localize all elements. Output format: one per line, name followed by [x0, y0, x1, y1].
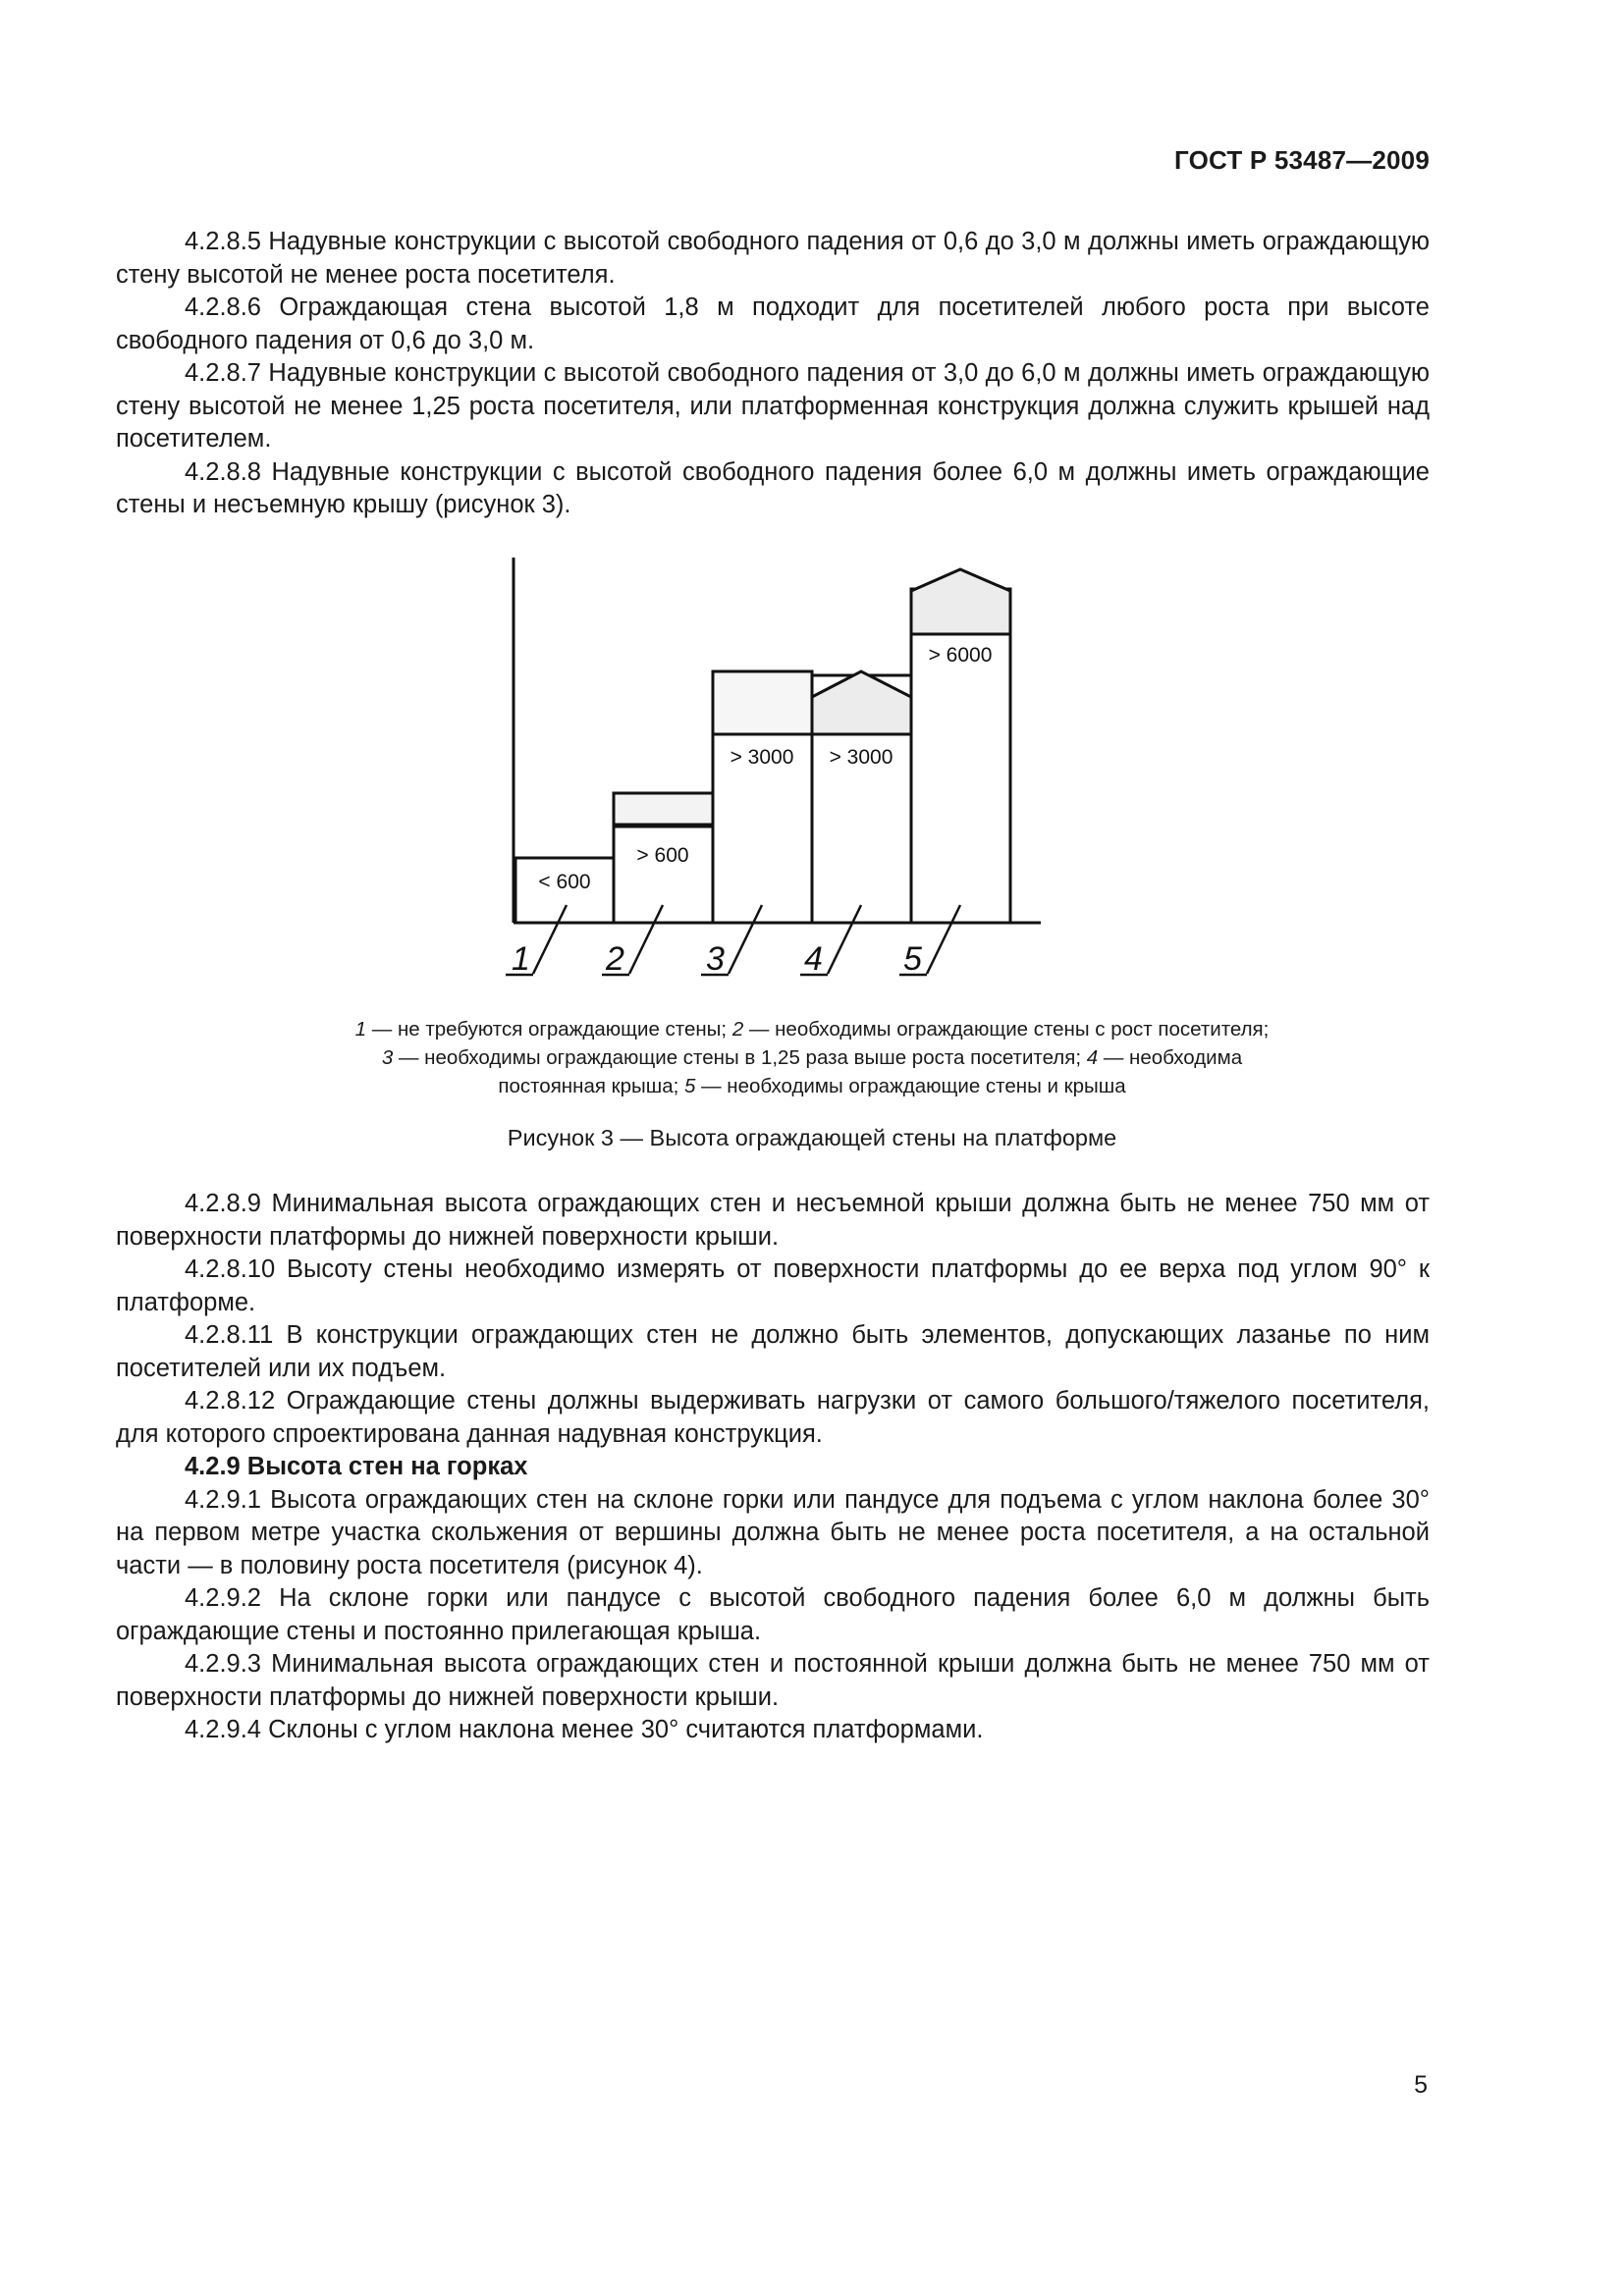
- figure-box-4-label: > 3000: [829, 746, 893, 769]
- callout-number-5: 5: [903, 940, 922, 978]
- paragraph-4-2-9-2: 4.2.9.2 На склоне горки или пандусе с высотой свободного падения более 6,0 м должны быть ограждающие стены и постоянно прилегающая крыша.: [116, 1584, 1430, 1645]
- paragraph-4-2-9-1: 4.2.9.1 Высота ограждающих стен на склоне горки или пандусе для подъема с углом наклона более 30° на первом метре участка скольжения от вершины должна быть не менее роста посетителя, а на остальной части — в половину роста посетителя (рисунок 4).: [116, 1485, 1430, 1579]
- paragraph-4-2-9-3: 4.2.9.3 Минимальная высота ограждающих стен и постоянной крыши должна быть не менее 750 мм от поверхности платформы до нижней поверхности крыши.: [116, 1650, 1430, 1711]
- section-4-2-8-part1: [116, 226, 1430, 522]
- document-code: ГОСТ Р 53487—2009: [1174, 145, 1430, 175]
- figure-box-5-label: > 6000: [928, 644, 993, 667]
- figure-box-2-wall: [614, 793, 713, 825]
- figure-title: Рисунок 3 — Высота ограждающей стены на платформе: [507, 1125, 1117, 1150]
- section-4-2-8-part2: [116, 1188, 1430, 1747]
- paragraph-4-2-8-6: 4.2.8.6 Ограждающая стена высотой 1,8 м подходит для посетителей любого роста при высоте свободного падения от 0,6 до 3,0 м.: [116, 294, 1430, 354]
- section-heading-4-2-9: 4.2.9 Высота стен на горках: [185, 1453, 528, 1480]
- figure-3-wall-heights: [496, 550, 1046, 991]
- paragraph-4-2-9-4: 4.2.9.4 Склоны с углом наклона менее 30° считаются платформами.: [185, 1716, 984, 1743]
- page-number: 5: [1414, 2071, 1428, 2099]
- callout-number-3: 3: [706, 940, 725, 978]
- callout-number-1: 1: [512, 940, 530, 978]
- figure-box-3-label: > 3000: [730, 746, 794, 769]
- figure-box-5-roof: [911, 569, 1010, 634]
- figure-box-4-roof: [812, 671, 911, 734]
- legend-line-1: 1 — не требуются ограждающие стены; 2 — необходимы ограждающие стены с рост посетителя;: [354, 1018, 1270, 1041]
- paragraph-4-2-8-5: 4.2.8.5 Надувные конструкции с высотой свободного падения от 0,6 до 3,0 м должны иметь ограждающую стену высотой не менее роста посетителя.: [116, 228, 1430, 289]
- paragraph-4-2-8-8: 4.2.8.8 Надувные конструкции с высотой свободного падения более 6,0 м должны иметь ограждающие стены и несъемную крышу (рисунок 3).: [116, 457, 1430, 518]
- paragraph-4-2-8-12: 4.2.8.12 Ограждающие стены должны выдерживать нагрузки от самого большого/тяжелого посетителя, для которого спроектирована данная надувная конструкция.: [116, 1387, 1430, 1448]
- paragraph-4-2-8-10: 4.2.8.10 Высоту стены необходимо измерять от поверхности платформы до ее верха под углом 90° к платформе.: [116, 1255, 1430, 1316]
- paragraph-4-2-8-9: 4.2.8.9 Минимальная высота ограждающих стен и несъемной крыши должна быть не менее 750 мм от поверхности платформы до нижней поверхности крыши.: [116, 1190, 1430, 1251]
- figure-box-2-label: > 600: [636, 844, 689, 867]
- figure-legend: [196, 1015, 1428, 1100]
- callout-number-4: 4: [804, 940, 823, 978]
- figure-box-3-wall: [713, 671, 812, 734]
- figure-box-5: [911, 589, 1010, 923]
- legend-line-3: постоянная крыша; 5 — необходимы ограждающие стены и крыша: [498, 1075, 1126, 1097]
- paragraph-4-2-8-11: 4.2.8.11 В конструкции ограждающих стен не должно быть элементов, допускающих лазанье по ним посетителей или их подъем.: [116, 1321, 1430, 1382]
- callout-number-2: 2: [606, 940, 624, 978]
- legend-line-2: 3 — необходимы ограждающие стены в 1,25 раза выше роста посетителя; 4 — необходима: [381, 1046, 1243, 1069]
- figure-box-1-label: < 600: [538, 871, 591, 893]
- paragraph-4-2-8-7: 4.2.8.7 Надувные конструкции с высотой свободного падения от 3,0 до 6,0 м должны иметь ограждающую стену высотой не менее 1,25 роста посетителя, или платформенная конструкция должна служить крышей над посетителем.: [116, 359, 1430, 453]
